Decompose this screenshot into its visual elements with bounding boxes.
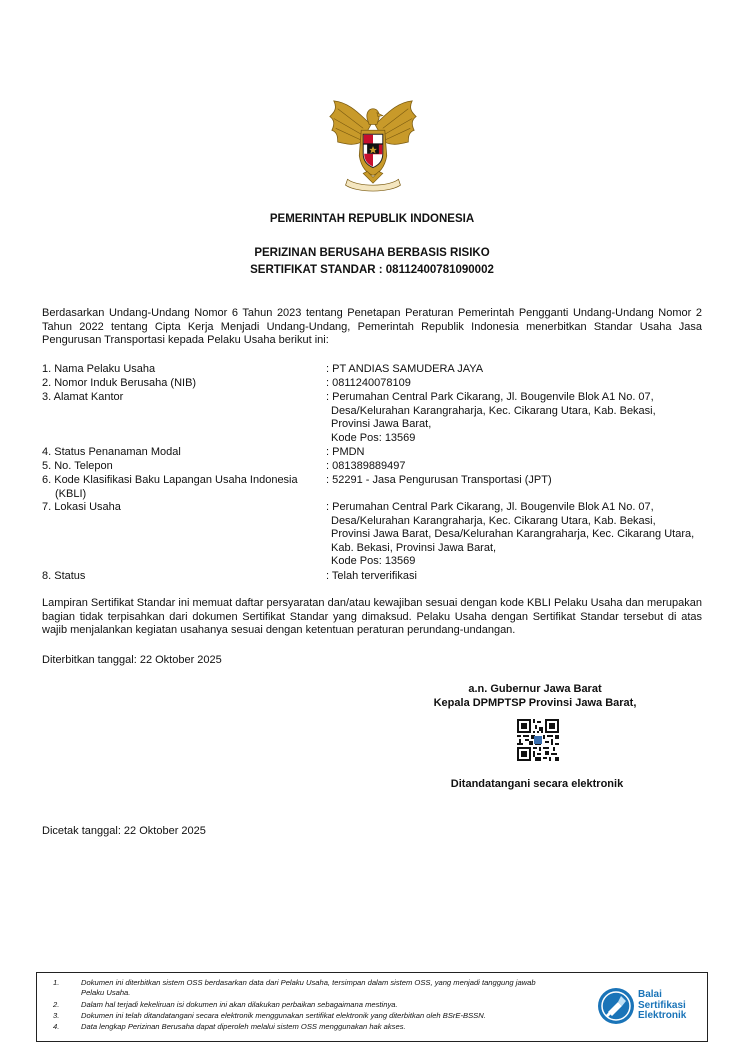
field-value-3: : Perumahan Central Park Cikarang, Jl. Bougenvile Blok A1 No. 07, Desa/Kelurahan Karangraharja, Kec. Cikarang Utara, Kab. Bekasi, Provinsi Jawa Barat, Kode Pos: 13569	[326, 391, 656, 444]
field-value-7: : Perumahan Central Park Cikarang, Jl. Bougenvile Blok A1 No. 07, Desa/Kelurahan Karangraharja, Kec. Cikarang Utara, Kab. Bekasi, Provinsi Jawa Barat, Desa/Kelurahan Karangraharja, Kec. Cikarang Utara, Kab. Bekasi, Provinsi Jawa Barat, Kode Pos: 13569	[326, 501, 695, 568]
field-label-8: 8. Status	[42, 570, 86, 582]
field-label-7: 7. Lokasi Usaha	[42, 501, 121, 513]
signed-electronically-text: Ditandatangani secara elektronik	[450, 778, 624, 790]
field-value-4: : PMDN	[326, 446, 365, 458]
intro-paragraph: Berdasarkan Undang-Undang Nomor 6 Tahun 2023 tentang Penetapan Peraturan Pemerintah Pengganti Undang-Undang Nomor 2 Tahun 2022 tentang Cipta Kerja Menjadi Undang-Undang, Pemerintah Republik Indonesia menerbitkan Standar Usaha Jasa Pengurusan Transportasi kepada Pelaku Usaha berikut ini:	[42, 307, 702, 347]
field-value-5: : 081389889497	[326, 460, 406, 472]
permit-title: PERIZINAN BERUSAHA BERBASIS RISIKO	[254, 247, 490, 259]
printed-date: Dicetak tanggal: 22 Oktober 2025	[42, 825, 206, 837]
field-label-4: 4. Status Penanaman Modal	[42, 446, 181, 458]
field-label-2: 2. Nomor Induk Berusaha (NIB)	[42, 377, 197, 389]
signature-line-1: a.n. Gubernur Jawa Barat	[468, 683, 602, 695]
field-value-8: : Telah terverifikasi	[326, 570, 417, 582]
footnote-1: 1. Dokumen ini diterbitkan sistem OSS berdasarkan data dari Pelaku Usaha, tersimpan dalam sistem OSS, yang menjadi tanggung jawab Pelaku Usaha.	[53, 978, 536, 998]
bsre-logo	[597, 981, 707, 1037]
bsre-text: Balai Sertifikasi Elektronik	[638, 989, 687, 1021]
garuda-emblem-icon	[324, 94, 422, 194]
field-value-2: : 0811240078109	[326, 377, 411, 389]
issued-date: Diterbitkan tanggal: 22 Oktober 2025	[42, 654, 222, 666]
qr-code-icon	[517, 719, 559, 761]
bsre-badge-icon	[597, 987, 635, 1025]
footnote-2: 2. Dalam hal terjadi kekeliruan isi dokumen ini akan dilakukan perbaikan sebagaimana mestinya.	[53, 1000, 398, 1009]
footer-notes-box	[36, 972, 708, 1042]
government-title: PEMERINTAH REPUBLIK INDONESIA	[269, 213, 475, 225]
certificate-number: SERTIFIKAT STANDAR : 08112400781090002	[250, 264, 494, 276]
field-label-6: 6. Kode Klasifikasi Baku Lapangan Usaha Indonesia (KBLI)	[42, 474, 298, 500]
signature-line-2: Kepala DPMPTSP Provinsi Jawa Barat,	[433, 697, 637, 709]
field-label-1: 1. Nama Pelaku Usaha	[42, 363, 156, 375]
field-value-6: : 52291 - Jasa Pengurusan Transportasi (JPT)	[326, 474, 552, 486]
footnote-4: 4. Data lengkap Perizinan Berusaha dapat diperoleh melalui sistem OSS menggunakan hak akses.	[53, 1022, 406, 1031]
field-label-5: 5. No. Telepon	[42, 460, 113, 472]
field-label-3: 3. Alamat Kantor	[42, 391, 124, 403]
footnote-3: 3. Dokumen ini telah ditandatangani secara elektronik menggunakan sertifikat elektronik yang diterbitkan oleh BSrE-BSSN.	[53, 1011, 486, 1020]
attachment-paragraph: Lampiran Sertifikat Standar ini memuat daftar persyaratan dan/atau kewajiban sesuai dengan kode KBLI Pelaku Usaha dan merupakan bagian tidak terpisahkan dari dokumen Sertifikat Standar yang dimaksud. Pelaku Usaha dengan Sertifikat Standar tersebut di atas wajib menjalankan kegiatan usahanya sesuai dengan ketentuan peraturan perundang-undangan.	[42, 597, 702, 637]
field-value-1: : PT ANDIAS SAMUDERA JAYA	[326, 363, 484, 375]
